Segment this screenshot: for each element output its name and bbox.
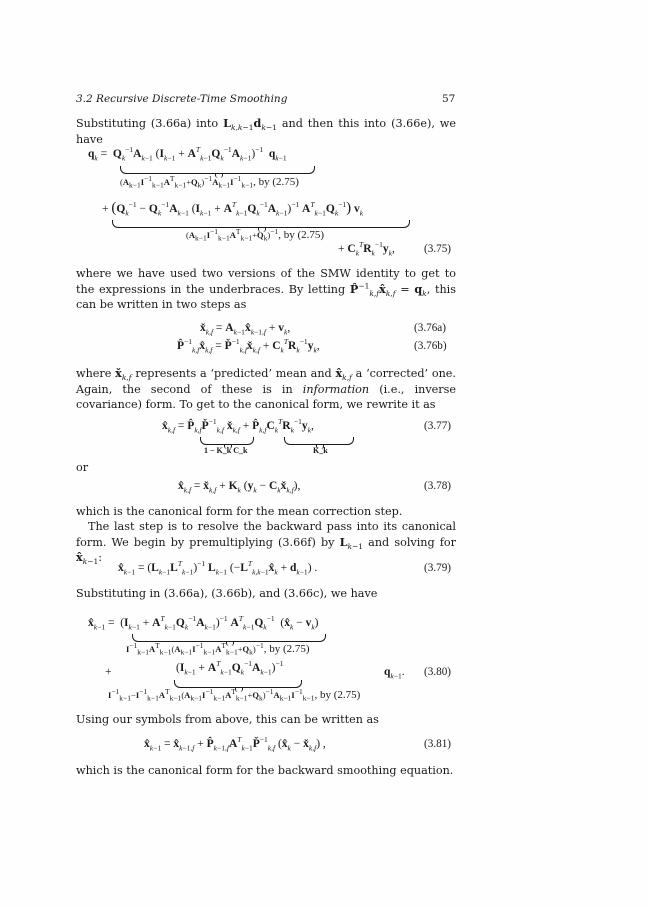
paragraph-smw: where we have used two versions of the SMW identity to get to the expressions in the underbraces. By letting $P̂^{-1}_{k,f}x̂_{k,f} = q_k$, this can be written in two steps as	[76, 267, 456, 311]
equation-number: (3.80)	[424, 666, 452, 678]
equation-3-80-tail: $q_{k-1}$.	[384, 666, 405, 681]
equation-3-75-line3: + $C_k^TR_k^{-1}y_k$,	[338, 240, 395, 258]
equation-number: (3.81)	[424, 738, 452, 750]
page-number: 57	[442, 93, 456, 105]
equation-number: (3.76b)	[414, 340, 447, 352]
underbrace	[112, 220, 410, 228]
paragraph-predicted-corrected: where $x̌_{k,f}$ represents a ‘predicted’ mean and $x̂_{k,f}$ a ‘corrected’ one. Again, the second of these is in information (i.e., inverse covariance) form. To get to the canonical form, we rewrite it as	[76, 366, 457, 411]
equation-3-75-line1: $q_k = Q_k^{-1}A_{k-1}$ $(I_{k-1} + A^T_{k-1}Q_k^{-1}A_{k-1})^{-1}$ $q_{k-1}$	[88, 145, 287, 163]
paragraph-mean-correction: which is the canonical form for the mean correction step.	[76, 505, 403, 518]
equation-3-79: $x̂_{k-1} = (L_{k-1}L^T_{k-1})^{-1}$ $L_{k-1}$ $(-L^T_{k,k-1}x̂_k + d_{k-1})$ .	[118, 559, 318, 577]
emphasis-information: information	[302, 382, 370, 396]
paragraph-backward-smoothing: which is the canonical form for the backward smoothing equation.	[76, 764, 454, 777]
equation-3-80-line2-braced: $(I_{k-1} + A^T_{k-1}Q_k^{-1}A_{k-1})^{-1}$	[176, 659, 284, 677]
paragraph-using-symbols: Using our symbols from above, this can be written as	[76, 713, 379, 726]
underbrace	[120, 166, 315, 174]
equation-3-81: $x̂_{k-1}$ = $x̂_{k-1,f}$ + $P̂_{k-1,f}A^T_{k-1}P̌^{-1}_{k,f}$ ($x̂_k$ − $x̌_{k,f}$) ,	[144, 735, 326, 753]
underbrace-annotation: 1 − K_k C_k	[204, 446, 248, 455]
equation-number: (3.78)	[424, 480, 452, 492]
equation-3-75-line2: + ($Q_k^{-1} - Q_k^{-1}A_{k-1}$ $(I_{k-1} + A^T_{k-1}Q_k^{-1}A_{k-1})^{-1}$ $A^T_{k-1}Q_k^{-1}$) $v_k$	[102, 200, 364, 218]
underbrace	[200, 437, 254, 445]
underbrace-annotation: $I^{-1}_{k-1}-I^{-1}_{k-1}A^T_{k-1}(A_{k-1}I^{-1}_{k-1}A^T_{k-1}+Q_k)^{-1}A_{k-1}I^{-1}_{k-1}$, by (2.75)	[108, 687, 361, 703]
underbrace-annotation: K_k	[313, 446, 328, 455]
equation-3-77: $x̂_{k,f}$ = $P̂_{k,f}P̌^{-1}_{k,f}$ $x̌_{k,f}$ + $P̂_{k,f}C_k^TR_k^{-1}y_k$,	[162, 417, 314, 435]
equation-3-78: $x̂_{k,f}$ = $x̌_{k,f} + K_k$ ($y_k$ − $C_kx̌_{k,f}$),	[178, 480, 301, 495]
underbrace	[132, 634, 326, 642]
equation-3-76b: $P̂^{-1}_{k,f}x̂_{k,f}$ = $P̌^{-1}_{k,f}x̌_{k,f} + C_k^TR_k^{-1}y_k$,	[177, 337, 320, 355]
equation-3-76a: $x̌_{k,f}$ = $A_{k-1}x̂_{k-1,f} + v_k$,	[200, 322, 291, 337]
equation-number: (3.75)	[424, 243, 452, 255]
paragraph-substituting: Substituting in (3.66a), (3.66b), and (3.66c), we have	[76, 587, 378, 600]
equation-3-80-line1: $x̂_{k-1} = (I_{k-1} + A^T_{k-1}Q_k^{-1}A_{k-1})^{-1}$ $A^T_{k-1}Q_k^{-1}$ $(x̂_k - v_k)$	[88, 614, 319, 632]
underbrace	[284, 437, 354, 445]
running-head-title: 3.2 Recursive Discrete-Time Smoothing	[76, 93, 288, 105]
paragraph-intro: Substituting (3.66a) into $L_{k,k-1}d_{k-1}$ and then this into (3.66e), we have	[76, 116, 457, 146]
equation-number: (3.79)	[424, 562, 452, 574]
paragraph-backward-pass: The last step is to resolve the backward pass into its canonical form. We begin by premultiplying (3.66f) by $L_{k-1}$ and solving for $x̂_{k-1}$:	[76, 520, 457, 567]
underbrace	[174, 680, 302, 688]
underbrace-annotation: $(A_{k-1}I^{-1}_{k-1}A^T_{k-1}+Q_k)^{-1}$, by (2.75)	[186, 227, 325, 243]
underbrace-annotation: $I^{-1}_{k-1}A^T_{k-1}(A_{k-1}I^{-1}_{k-1}A^T_{k-1}+Q_k)^{-1}$, by (2.75)	[126, 641, 310, 657]
equation-number: (3.76a)	[414, 322, 446, 334]
equation-number: (3.77)	[424, 420, 452, 432]
paragraph-or: or	[76, 461, 89, 474]
equation-3-80-line2: +	[105, 666, 112, 678]
underbrace-annotation: $(A_{k-1}I^{-1}_{k-1}A^T_{k-1}+Q_k)^{-1}A_{k-1}I^{-1}_{k-1}$, by (2.75)	[120, 174, 299, 190]
